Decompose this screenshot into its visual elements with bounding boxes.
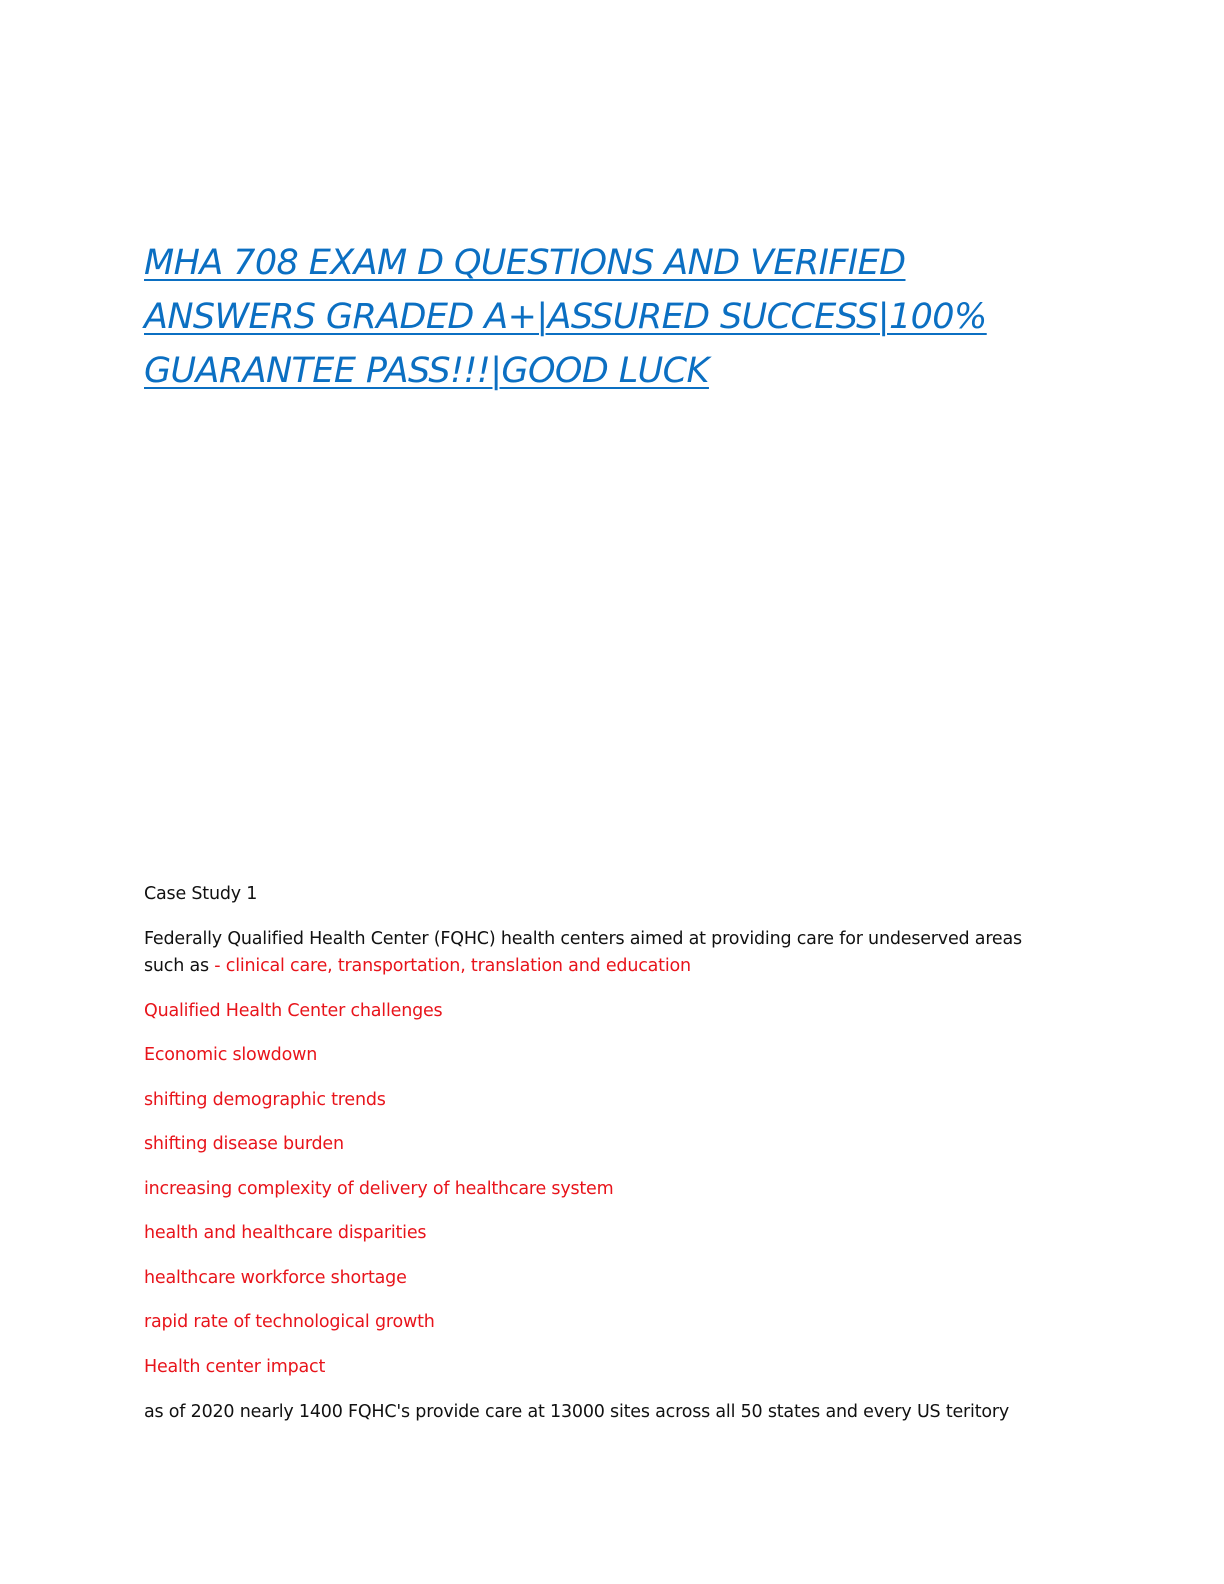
answer-line-8: rapid rate of technological growth bbox=[144, 1312, 435, 1332]
title-line-1[interactable]: MHA 708 EXAM D QUESTIONS AND VERIFIED bbox=[144, 243, 906, 283]
fqhc-answer: - clinical care, transportation, translation and education bbox=[214, 956, 691, 976]
title-link[interactable] bbox=[144, 236, 1044, 398]
answer-line-3: shifting demographic trends bbox=[144, 1090, 386, 1110]
case-study-heading: Case Study 1 bbox=[144, 884, 258, 904]
answer-line-6: health and healthcare disparities bbox=[144, 1223, 427, 1243]
answer-line-4: shifting disease burden bbox=[144, 1134, 344, 1154]
answer-line-2: Economic slowdown bbox=[144, 1045, 318, 1065]
answer-line-9: Health center impact bbox=[144, 1357, 326, 1377]
fqhc-question-prefix: such as bbox=[144, 956, 215, 976]
title-line-2[interactable]: ANSWERS GRADED A+|ASSURED SUCCESS|100% bbox=[144, 297, 987, 337]
fqhc-question-line-1: Federally Qualified Health Center (FQHC) health centers aimed at providing care for undeserved areas bbox=[144, 929, 1022, 949]
final-statement-line: as of 2020 nearly 1400 FQHC's provide care at 13000 sites across all 50 states and every US teritory bbox=[144, 1402, 1010, 1422]
answer-line-7: healthcare workforce shortage bbox=[144, 1268, 407, 1288]
title-line-3[interactable]: GUARANTEE PASS!!!|GOOD LUCK bbox=[144, 351, 709, 391]
fqhc-question-line-2 bbox=[144, 955, 691, 977]
document-title-link[interactable] bbox=[144, 236, 1044, 398]
answer-line-1: Qualified Health Center challenges bbox=[144, 1001, 443, 1021]
answer-line-5: increasing complexity of delivery of healthcare system bbox=[144, 1179, 614, 1199]
